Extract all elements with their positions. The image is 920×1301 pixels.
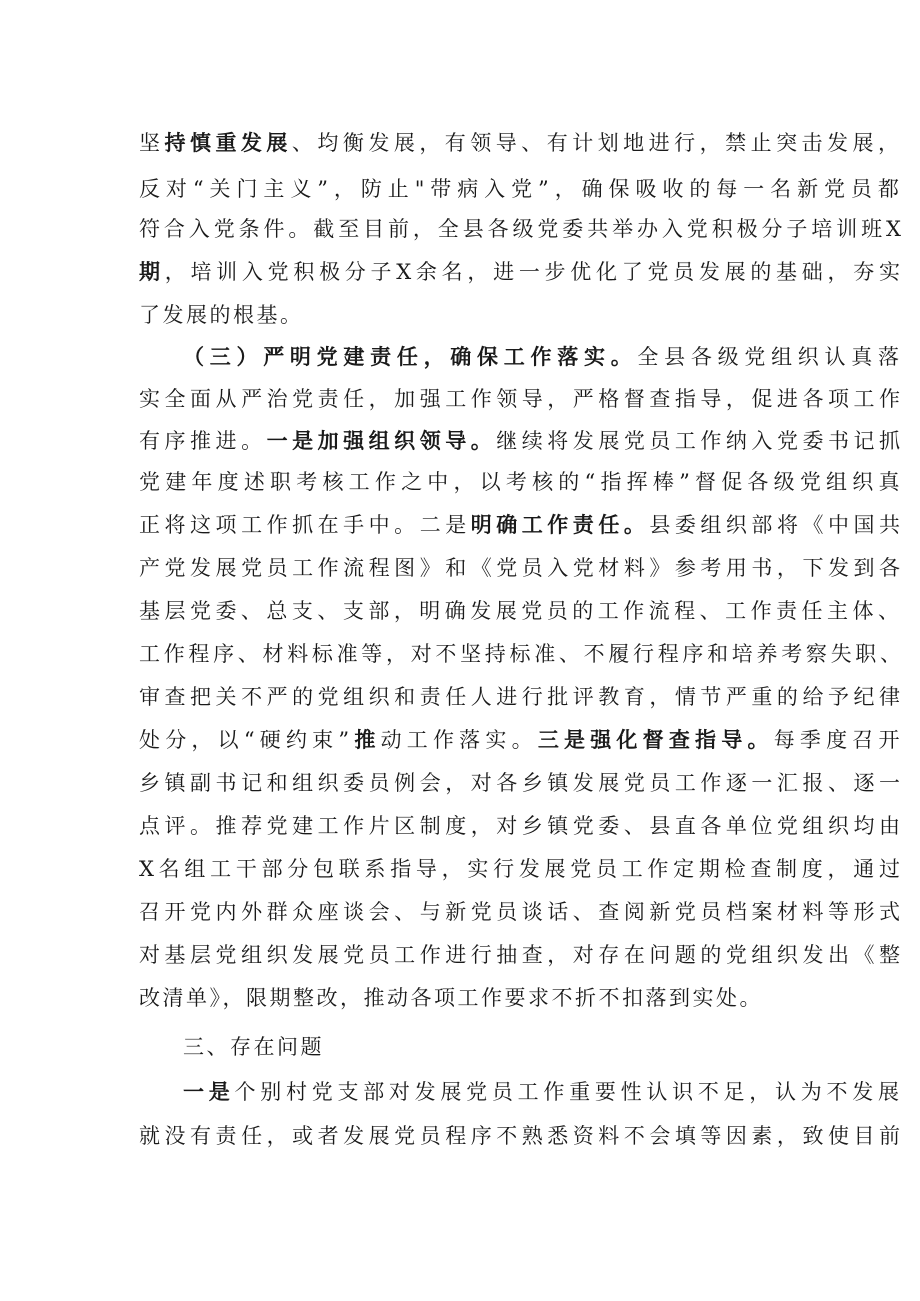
text-line	[139, 510, 905, 540]
text-run: 改清单》，限期整改，推动各项工作要求不折不扣落到实处。	[139, 986, 763, 1010]
text-run: X名组工干部分包联系指导，实行发展党员工作定期检查制度，通过	[139, 857, 905, 881]
text-run: 召开党内外群众座谈会、与新党员谈话、查阅新党员档案材料等形式	[139, 900, 905, 924]
bold-text-run: 明确工作责任。	[470, 513, 650, 537]
bold-text-run: （三）严明党建责任，确保工作落实。	[183, 345, 638, 369]
text-line	[139, 811, 905, 841]
text-run: 就没有责任，或者发展党员程序不熟悉资料不会填等因素，致使目前	[139, 1124, 905, 1148]
text-run: ，培训入党积极分子X余名，进一步优化了党员发展的基础，夯实	[164, 260, 905, 284]
bold-text-run: 推	[354, 728, 381, 752]
text-line	[139, 467, 905, 497]
text-run: 正将这项工作抓在手中。二是	[139, 513, 471, 537]
text-run: 对基层党组织发展党员工作进行抽查，对存在问题的党组织发出《整	[139, 943, 905, 967]
bold-text-run: 一是加强组织领导。	[266, 429, 497, 453]
text-line	[183, 342, 905, 372]
text-run: 处分，以“硬约束”	[139, 728, 355, 752]
text-run: 反对“关门主义”，防止"带病入党”，确保吸收的每一名新党员都	[139, 177, 905, 201]
text-line	[139, 1121, 905, 1151]
text-line	[183, 1032, 324, 1062]
text-line	[139, 854, 905, 884]
text-run: 县委组织部将《中国共	[649, 513, 905, 537]
text-line	[139, 940, 905, 970]
bold-text-run: 期	[139, 260, 165, 284]
text-run: 乡镇副书记和组织委员例会，对各乡镇发展党员工作逐一汇报、逐一	[139, 771, 905, 795]
bold-text-run: 一是	[183, 1080, 235, 1104]
text-line	[139, 553, 905, 583]
text-run: 符合入党条件。截至目前，全县各级党委共举办入党积极分子培训班X	[139, 217, 905, 241]
text-run: 产党发展党员工作流程图》和《党员入党材料》参考用书，下发到各	[139, 556, 905, 580]
bold-text-run: 三是强化督查指导。	[537, 728, 774, 752]
text-run: 、均衡发展，有领导、有计划地进行，禁止突击发展，	[291, 131, 904, 155]
text-line	[139, 257, 905, 287]
text-line	[139, 682, 905, 712]
text-line	[139, 983, 763, 1013]
text-run: 点评。推荐党建工作片区制度，对乡镇党委、县直各单位党组织均由	[139, 814, 905, 838]
text-line	[139, 639, 905, 669]
text-line	[139, 768, 905, 798]
text-run: 工作程序、材料标准等，对不坚持标准、不履行程序和培养考察失职、	[139, 642, 905, 666]
text-line	[139, 214, 905, 244]
text-run: 党建年度述职考核工作之中，以考核的“指挥棒”督促各级党组织真	[139, 470, 905, 494]
text-run: 个别村党支部对发展党员工作重要性认识不足，认为不发展	[234, 1080, 904, 1104]
text-run: 有序推进。	[139, 429, 267, 453]
text-line	[139, 426, 905, 456]
text-run: 动工作落实。	[380, 728, 538, 752]
text-line	[139, 725, 905, 755]
text-line	[139, 596, 903, 626]
text-run: 全县各级党组织认真落	[637, 345, 905, 369]
text-run: 坚	[139, 131, 165, 155]
text-line	[139, 174, 905, 204]
text-run: 实全面从严治党责任，加强工作领导，严格督查指导，促进各项工作	[139, 387, 905, 411]
text-run: 三、存在问题	[183, 1035, 324, 1059]
text-run: 每季度召开	[773, 728, 905, 752]
text-line	[139, 384, 905, 414]
text-run: 了发展的根基。	[139, 303, 304, 327]
text-line	[139, 300, 304, 330]
text-line	[139, 897, 905, 927]
text-run: 审查把关不严的党组织和责任人进行批评教育，情节严重的给予纪律	[139, 685, 905, 709]
text-run: 继续将发展党员工作纳入党委书记抓	[496, 429, 905, 453]
text-line	[139, 128, 904, 158]
text-line	[183, 1077, 904, 1107]
text-run: 基层党委、总支、支部，明确发展党员的工作流程、工作责任主体、	[139, 599, 904, 623]
bold-text-run: 持慎重发展	[164, 131, 292, 155]
